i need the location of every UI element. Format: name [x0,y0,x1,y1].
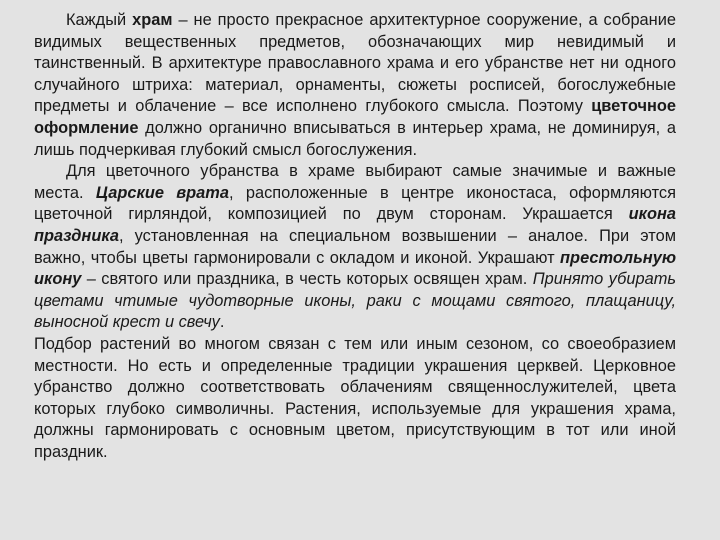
text-run: должно органично вписываться в интерьер храма, не доминируя, а лишь подчеркивая глубокий смысл богослужения. [34,118,676,159]
text-run: Каждый [66,11,133,29]
text-run: . [219,313,225,332]
text-run-bold-italic: икона праздника [34,205,676,245]
text-run: Подбор растений во многом связан с тем или иным сезоном, со своеобразием местности. Но есть и определенные традиции украшения церквей. Церковное убранство должно соответствовать облачениям священнослужителей, цвета которых глубоко символичны. Растения, используемые для украшения храма, должны гармонировать с основным цветом, присутствующим в тот или иной праздник. [34,334,676,461]
paragraph-2 [34,161,676,334]
paragraph-3 [34,334,676,464]
text-run: – не просто прекрасное архитектурное сооружение, а собрание видимых вещественных предметов, обозначающих мир невидимый и таинственный. В архитектуре православного храма и его убранстве нет ни одного случайного штриха: материал, орнаменты, сюжеты росписей, богослужебные предметы и облачение – все исполнено глубокого смысла. Поэтому [34,11,676,116]
text-run: , расположенные в центре иконостаса, оформляются цветочной гирляндой, композицией по двум сторонам. Украшается [34,183,676,224]
document-body [34,10,676,463]
text-run: , установленная на специальном возвышении – аналое. При этом важно, чтобы цветы гармонировали с окладом и иконой. Украшают [34,226,676,267]
text-run: Для цветочного убранства в храме выбирают самые значимые и важные места. [34,162,676,202]
text-run-bold-italic: престольную икону [34,248,676,289]
paragraph-1 [34,10,676,161]
text-run-bold-italic: Царские врата [95,183,229,202]
text-run-italic: Принято убирать цветами чтимые чудотворные иконы, раки с мощами святого, плащаницу, выносной крест и свечу [34,270,676,332]
text-run-bold: цветочное оформление [34,97,676,137]
text-run-bold: храм [132,11,173,29]
text-run: – святого или праздника, в честь которых освящен храм. [81,270,533,289]
